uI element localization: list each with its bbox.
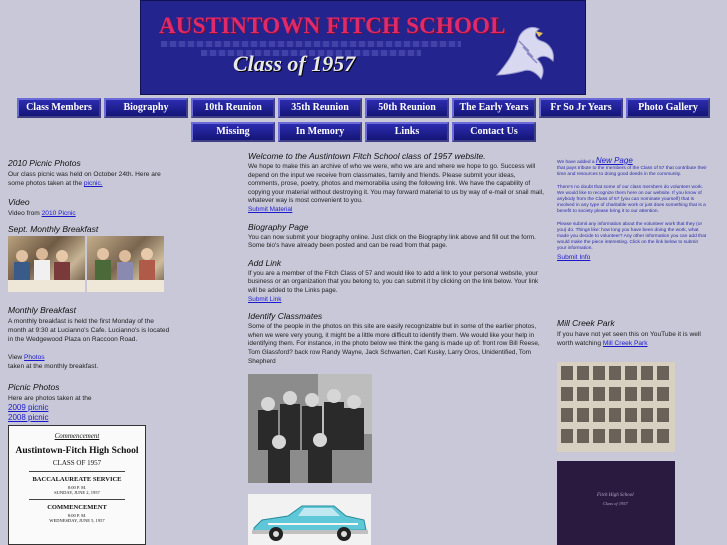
nav-35th-reunion[interactable]: 35th Reunion [278, 98, 362, 118]
program-class: CLASS OF 1957 [52, 459, 102, 467]
nav-50th-reunion[interactable]: 50th Reunion [365, 98, 449, 118]
biography-text: You can now submit your biography online. Just click on the Biography link above and fill out the form. Some bio's have already been posted and can be read from that page. [248, 233, 536, 250]
eagle-icon [489, 21, 561, 83]
picnic-2010-title: 2010 Picnic Photos [8, 158, 81, 168]
video-link[interactable]: 2010 Picnic [41, 210, 76, 217]
breakfast-title: Sept. Monthly Breakfast [8, 224, 99, 234]
yearbook-portrait-grid [557, 362, 675, 452]
submit-material-link[interactable]: Submit Material [248, 205, 293, 213]
monthly-title: Monthly Breakfast [8, 305, 77, 315]
nav-missing[interactable]: Missing [191, 122, 275, 142]
picnic-photos-title: Picnic Photos [8, 382, 60, 392]
program-divider [29, 471, 124, 472]
program-line-2: SUNDAY, JUNE 2, 1957 [54, 490, 100, 495]
picnic-2008-link[interactable]: 2008 picnic [8, 413, 49, 422]
site-banner [140, 0, 586, 95]
classic-car-photo[interactable] [248, 494, 371, 545]
program-school: Austintown-Fitch High School [15, 446, 139, 456]
welcome-title: Welcome to the Austintown Fitch School class of 1957 website. [248, 151, 486, 161]
submit-link-link[interactable]: Submit Link [248, 295, 282, 303]
yearbook-cover-line-1: Fitch High School [597, 493, 634, 498]
nav-photo-gallery[interactable]: Photo Gallery [626, 98, 710, 118]
picnic-2010-text: Our class picnic was held on October 24th. Here are some photos taken at the [8, 171, 161, 187]
nav-early-years[interactable]: The Early Years [452, 98, 536, 118]
nav-contact-us[interactable]: Contact Us [452, 122, 536, 142]
program-line-4: WEDNESDAY, JUNE 5, 1957 [49, 518, 105, 523]
right-column [557, 158, 707, 262]
commencement-program[interactable] [8, 425, 146, 545]
nav-in-memory[interactable]: In Memory [278, 122, 362, 142]
video-title: Video [8, 197, 30, 207]
classic-car-icon [248, 494, 371, 545]
left-column [8, 158, 170, 234]
add-link-text: If you are a member of the Fitch Class of 57 and would like to add a link to your personal website, your business or an organization that you belong to, you can submit it by clicking on the link below. Your link will be added to the Links page. [248, 269, 539, 294]
picnic-2009-link[interactable]: 2009 picnic [8, 403, 49, 412]
new-page-text: that pays tribute to the members of the Class of 57 that contribute their time and resources to doing good deeds in the community. [557, 166, 707, 178]
program-commencement: COMMENCEMENT [47, 504, 107, 511]
breakfast-photo-1[interactable] [8, 236, 85, 292]
monthly-photos-link[interactable]: Photos [24, 354, 45, 361]
add-link-title: Add Link [248, 257, 282, 268]
program-line-3: 8:00 P. M. [67, 513, 87, 518]
nav-class-members[interactable]: Class Members [17, 98, 101, 118]
identify-title: Identify Classmates [248, 311, 323, 322]
video-text: Video from [8, 210, 40, 217]
program-service: BACCALAUREATE SERVICE [32, 476, 122, 483]
identify-text: Some of the people in the photos on this site are easily recognizable but in some of the earlier photos, when we were very young, it might be a little more difficult to identify them. We would like your help in identifying them. For instance, in the photo below we think the gang is made up of: front row Bill Reese, Tom Glassford? back row Randy Wayne, Jack Schwarten, Carl Kusky, Larry Oros, Unidentified, Tom Shepherd [248, 323, 540, 365]
submit-info-text: Please submit any information about the volunteer work that they (or you) do. Things like: how long you have been doing the work, what made you decide to volunteer? Any other information you can add that would make the piece interesting. Click on the link below to submit your information. [557, 221, 707, 252]
new-page-link[interactable]: New Page [595, 156, 633, 165]
volunteer-text: There's no doubt that some of our class members do volunteer work. We would like to recognize them here on our website. If you know of anybody from the Class of 57 (you can nominate yourself) that is involved in any type of charitable work or just does something that is a benefit to society please bring it to our attention. [557, 184, 706, 215]
mill-creek-text: If you have not yet seen this on YouTube it is well worth watching [557, 331, 701, 347]
yearbook-cover[interactable] [557, 461, 675, 545]
welcome-text: We hope to make this an archive of who we were, who we are and where we hope to go. Success will depend on the input we receive from classmates, family and friends. Please submit your ideas, comments, prose, poetry, photos and memorabilia using the following link. We have the capability of copying your material without destroying it. You may forward material to us by way of e-mail or snail mail, whatever way is most convenient to you. [248, 163, 544, 205]
left-column-lower [8, 305, 170, 423]
middle-column [248, 151, 548, 366]
mill-creek-section [557, 318, 712, 348]
new-page-prefix: We have added a [557, 160, 595, 165]
program-divider-2 [29, 499, 124, 500]
classmates-group-photo[interactable] [248, 374, 372, 483]
program-heading: Commencement [54, 432, 100, 440]
breakfast-photo-2[interactable] [87, 236, 164, 292]
breakfast-photo-2-figures [87, 236, 164, 292]
monthly-text: A monthly breakfast is held the first Monday of the month at 9:30 at Lucianno's Cafe. Lucianno's is located in the Wedgewood Plaza on Raccoon Road. [8, 318, 170, 343]
mill-creek-link[interactable]: Mill Creek Park [602, 340, 648, 347]
monthly-view-suffix: taken at the monthly breakfast. [8, 363, 99, 370]
nav-fr-so-jr-years[interactable]: Fr So Jr Years [539, 98, 623, 118]
banner-ghost-text [161, 41, 461, 47]
yearbook-cover-line-2: Class of 1957 [603, 501, 628, 506]
picnic-photos-text: Here are photos taken at the [8, 395, 92, 402]
mill-creek-title: Mill Creek Park [557, 318, 615, 328]
breakfast-photo-1-figures [8, 236, 85, 292]
monthly-view-prefix: View [8, 354, 23, 361]
submit-info-link[interactable]: Submit Info [557, 253, 591, 261]
yearbook-portraits-photo[interactable] [557, 362, 675, 452]
school-name: AUSTINTOWN FITCH SCHOOL [159, 13, 506, 38]
classmates-group-figures [248, 374, 372, 483]
nav-biography[interactable]: Biography [104, 98, 188, 118]
program-line-1: 8:00 P. M. [67, 485, 87, 490]
class-title: Class of 1957 [233, 51, 356, 76]
picnic-2010-link[interactable]: picnic. [83, 180, 103, 187]
nav-10th-reunion[interactable]: 10th Reunion [191, 98, 275, 118]
nav-links[interactable]: Links [365, 122, 449, 142]
biography-title: Biography Page [248, 221, 309, 232]
